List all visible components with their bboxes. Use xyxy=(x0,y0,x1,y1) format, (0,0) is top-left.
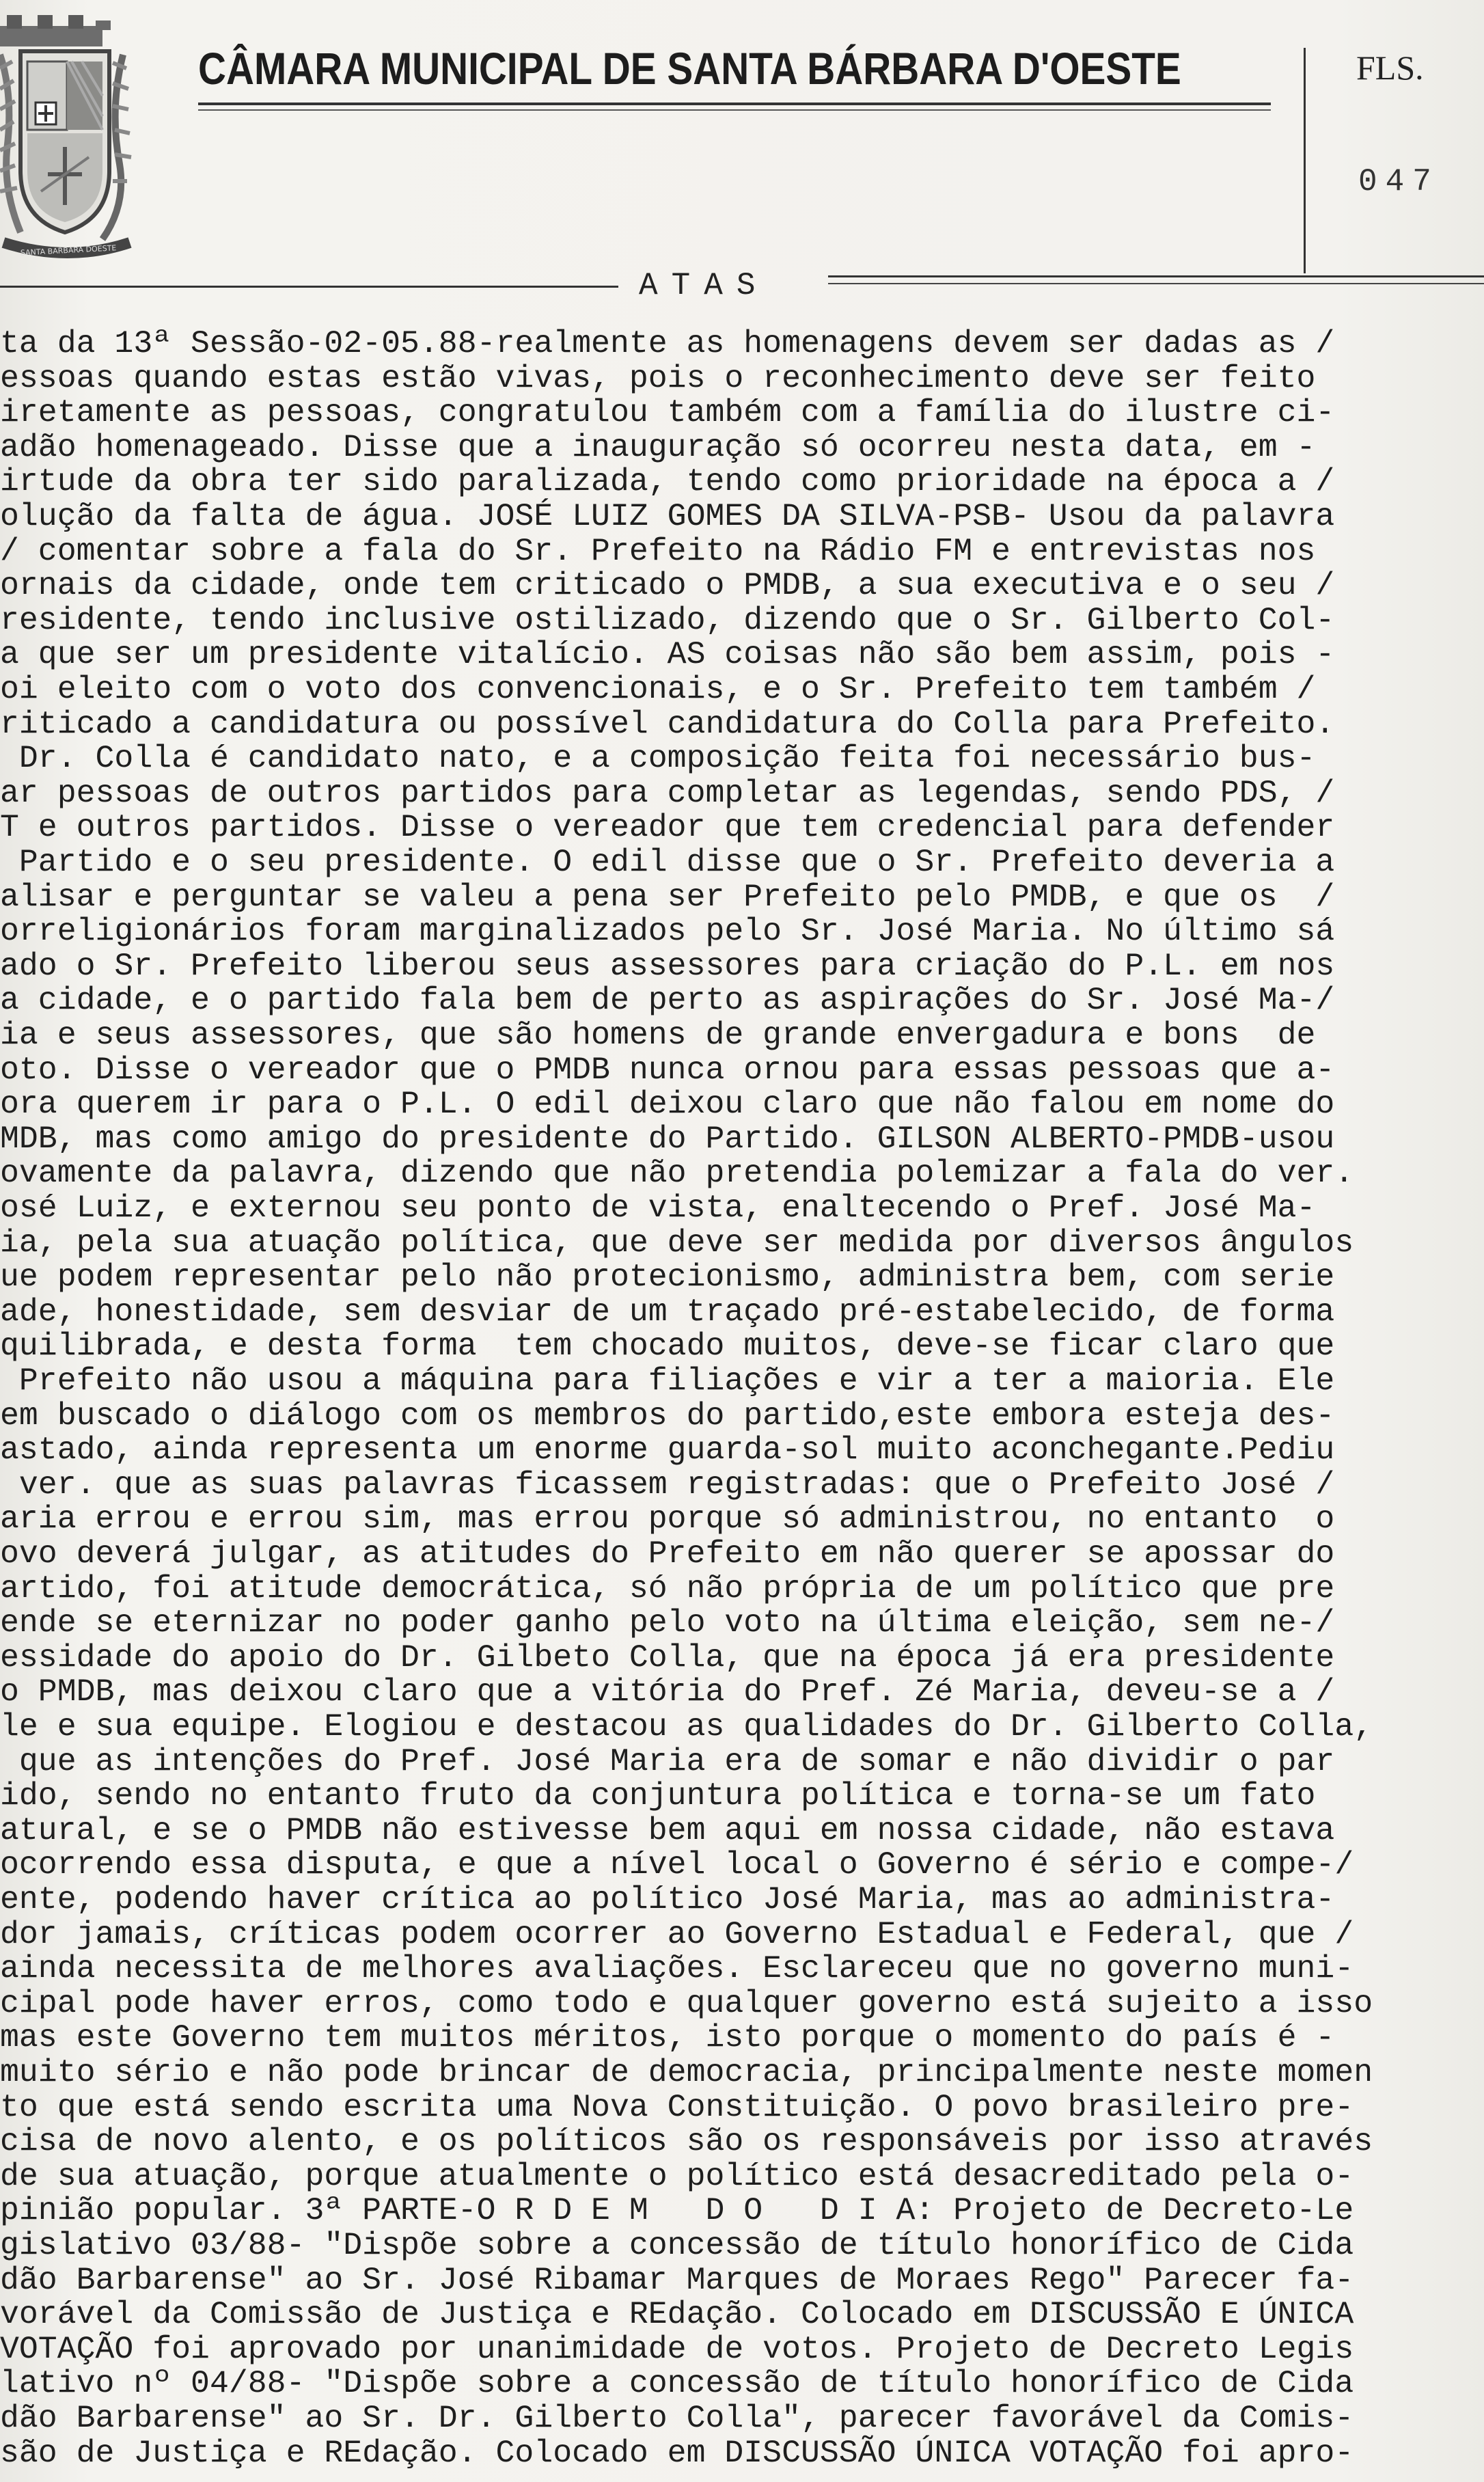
document-line: ocorrendo essa disputa, e que a nível local o Governo é sério e compe-/ xyxy=(0,1846,1354,1883)
document-line: irtude da obra ter sido paralizada, tendo como prioridade na época a / xyxy=(0,463,1335,500)
document-line: ainda necessita de melhores avaliações. Esclareceu que no governo muni- xyxy=(0,1950,1354,1987)
document-line: ornais da cidade, onde tem criticado o PMDB, a sua executiva e o seu / xyxy=(0,567,1335,604)
section-rule-left xyxy=(0,286,618,288)
document-line: ta da 13ª Sessão-02-05.88-realmente as homenagens devem ser dadas as / xyxy=(0,325,1335,362)
document-line: em buscado o diálogo com os membros do partido,este embora esteja des- xyxy=(0,1397,1335,1434)
document-line: astado, ainda representa um enorme guarda-sol muito aconchegante.Pediu xyxy=(0,1432,1335,1469)
document-line: ende se eternizar no poder ganho pelo voto na última eleição, sem ne-/ xyxy=(0,1605,1335,1641)
document-line: le e sua equipe. Elogiou e destacou as qualidades do Dr. Gilberto Colla, xyxy=(0,1708,1373,1745)
document-line: a cidade, e o partido fala bem de perto as aspirações do Sr. José Ma-/ xyxy=(0,982,1335,1019)
page-title: CÂMARA MUNICIPAL DE SANTA BÁRBARA D'OESTE xyxy=(198,43,1181,94)
document-line: riticado a candidatura ou possível candidatura do Colla para Prefeito. xyxy=(0,705,1335,742)
title-underline-thin xyxy=(198,109,1271,111)
page-number: 047 xyxy=(1358,164,1440,200)
document-line: aria errou e errou sim, mas errou porque só administrou, no entanto o xyxy=(0,1501,1335,1538)
document-line: quilibrada, e desta forma tem chocado muitos, deve-se ficar claro que xyxy=(0,1328,1335,1365)
document-line: cisa de novo alento, e os políticos são os responsáveis por isso através xyxy=(0,2123,1373,2160)
document-line: que as intenções do Pref. José Maria era de somar e não dividir o par xyxy=(0,1743,1335,1779)
document-line: ia, pela sua atuação política, que deve ser medida por diversos ângulos xyxy=(0,1224,1354,1261)
document-line: ente, podendo haver crítica ao político José Maria, mas ao administra- xyxy=(0,1881,1335,1918)
document-line: ovo deverá julgar, as atitudes do Prefeito em não querer se apossar do xyxy=(0,1536,1335,1572)
document-line: atural, e se o PMDB não estivesse bem aqui em nossa cidade, não estava xyxy=(0,1812,1335,1849)
section-title: ATAS xyxy=(639,268,769,303)
document-line: ido, sendo no entanto fruto da conjuntura política e torna-se um fato xyxy=(0,1777,1316,1814)
document-line: cipal pode haver erros, como todo e qualquer governo está sujeito a isso xyxy=(0,1985,1373,2021)
document-line: artido, foi atitude democrática, só não própria de um político que pre xyxy=(0,1570,1335,1607)
document-line: ora querem ir para o P.L. O edil deixou claro que não falou em nome do xyxy=(0,1086,1335,1123)
document-line: adão homenageado. Disse que a inauguração só ocorreu nesta data, em - xyxy=(0,428,1316,465)
document-line: oi eleito com o voto dos convencionais, e o Sr. Prefeito tem também / xyxy=(0,671,1316,707)
document-line: ue podem representar pelo não protecionismo, administra bem, com serie xyxy=(0,1259,1335,1296)
document-line: / comentar sobre a fala do Sr. Prefeito na Rádio FM e entrevistas nos xyxy=(0,532,1316,569)
document-line: a que ser um presidente vitalício. AS coisas não são bem assim, pois - xyxy=(0,636,1335,673)
document-line: osé Luiz, e externou seu ponto de vista, enaltecendo o Pref. José Ma- xyxy=(0,1190,1316,1226)
document-line: essidade do apoio do Dr. Gilbeto Colla, que na época já era presidente xyxy=(0,1639,1335,1676)
document-line: ovamente da palavra, dizendo que não pretendia polemizar a fala do ver. xyxy=(0,1155,1354,1192)
document-line: alisar e perguntar se valeu a pena ser Prefeito pelo PMDB, e que os / xyxy=(0,878,1335,915)
title-underline xyxy=(198,103,1271,105)
document-line: de sua atuação, porque atualmente o político está desacreditado pela o- xyxy=(0,2157,1354,2194)
document-line: oto. Disse o vereador que o PMDB nunca ornou para essas pessoas que a- xyxy=(0,1051,1335,1088)
document-line: Partido e o seu presidente. O edil disse que o Sr. Prefeito deveria a xyxy=(0,844,1335,880)
fls-label: FLS. xyxy=(1356,49,1424,87)
document-line: ade, honestidade, sem desviar de um traçado pré-estabelecido, de forma xyxy=(0,1293,1335,1330)
document-line: orreligionários foram marginalizados pelo Sr. José Maria. No último sá xyxy=(0,913,1335,950)
document-line: gislativo 03/88- "Dispõe sobre a concessão de título honorífico de Cida xyxy=(0,2227,1354,2263)
header-divider xyxy=(1304,48,1306,273)
document-line: Prefeito não usou a máquina para filiações e vir a ter a maioria. Ele xyxy=(0,1363,1335,1399)
document-line: T e outros partidos. Disse o vereador que tem credencial para defender xyxy=(0,809,1335,846)
document-line: ado o Sr. Prefeito liberou seus assessores para criação do P.L. em nos xyxy=(0,947,1335,984)
municipal-crest-icon xyxy=(0,14,137,260)
document-line: VOTAÇÃO foi aprovado por unanimidade de votos. Projeto de Decreto Legis xyxy=(0,2330,1354,2367)
document-line: dão Barbarense" ao Sr. José Ribamar Marques de Moraes Rego" Parecer fa- xyxy=(0,2261,1354,2298)
document-line: lativo nº 04/88- "Dispõe sobre a concessão de título honorífico de Cida xyxy=(0,2365,1354,2402)
document-line: dor jamais, críticas podem ocorrer ao Governo Estadual e Federal, que / xyxy=(0,1915,1354,1952)
section-rule-right xyxy=(828,275,1484,277)
section-rule-right-thin xyxy=(828,283,1484,284)
crest-motto: SANTA BARBARA DOESTE xyxy=(20,243,117,258)
document-line: muito sério e não pode brincar de democracia, principalmente neste momen xyxy=(0,2054,1373,2090)
document-line: o PMDB, mas deixou claro que a vitória do Pref. Zé Maria, deveu-se a / xyxy=(0,1674,1335,1710)
document-line: Dr. Colla é candidato nato, e a composição feita foi necessário bus- xyxy=(0,740,1316,777)
document-line: são de Justiça e REdação. Colocado em DISCUSSÃO ÚNICA VOTAÇÃO foi apro- xyxy=(0,2434,1354,2471)
document-line: olução da falta de água. JOSÉ LUIZ GOMES DA SILVA-PSB- Usou da palavra xyxy=(0,498,1335,534)
document-line: ver. que as suas palavras ficassem registradas: que o Prefeito José / xyxy=(0,1466,1335,1503)
document-line: MDB, mas como amigo do presidente do Partido. GILSON ALBERTO-PMDB-usou xyxy=(0,1120,1335,1157)
document-line: essoas quando estas estão vivas, pois o reconhecimento deve ser feito xyxy=(0,359,1316,396)
minutes-text xyxy=(0,321,1484,2474)
document-line: iretamente as pessoas, congratulou também com a família do ilustre ci- xyxy=(0,394,1335,431)
document-line: residente, tendo inclusive ostilizado, dizendo que o Sr. Gilberto Col- xyxy=(0,601,1335,638)
document-line: ia e seus assessores, que são homens de grande envergadura e bons de xyxy=(0,1017,1316,1053)
document-line: mas este Governo tem muitos méritos, isto porque o momento do país é - xyxy=(0,2019,1335,2056)
document-line: pinião popular. 3ª PARTE-O R D E M D O D I A: Projeto de Decreto-Le xyxy=(0,2192,1354,2229)
document-line: vorável da Comissão de Justiça e REdação. Colocado em DISCUSSÃO E ÚNICA xyxy=(0,2296,1354,2333)
document-line: dão Barbarense" ao Sr. Dr. Gilberto Colla", parecer favorável da Comis- xyxy=(0,2400,1354,2436)
document-line: ar pessoas de outros partidos para completar as legendas, sendo PDS, / xyxy=(0,774,1335,811)
document-line: to que está sendo escrita uma Nova Constituição. O povo brasileiro pre- xyxy=(0,2088,1354,2125)
